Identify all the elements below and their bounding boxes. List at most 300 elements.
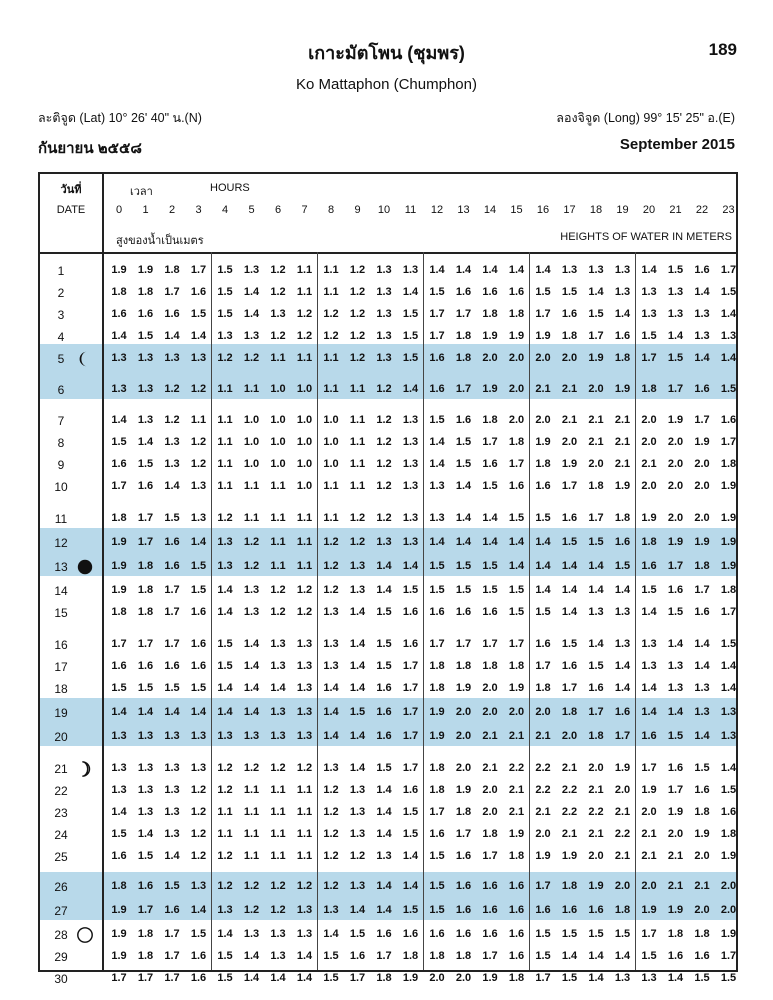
height-cell: 1.7 [482,436,498,448]
height-cell: 2.1 [561,762,578,774]
height-cell: 1.6 [164,308,180,320]
height-cell: 1.6 [376,682,392,694]
height-cell: 1.5 [190,584,207,596]
tide-table [38,172,738,986]
height-cell: 1.8 [588,730,604,742]
station-title-english: Ko Mattaphon (Chumphon) [296,76,477,93]
height-cell: 2.0 [694,512,710,524]
height-cell: 1.9 [111,264,127,276]
height-cell: 1.0 [323,414,339,426]
day-number: 8 [57,436,65,450]
height-cell: 1.9 [508,330,525,342]
height-cell: 1.6 [164,560,180,572]
height-cell: 1.1 [270,850,286,862]
height-cell: 1.2 [190,828,207,840]
height-cell: 2.0 [667,436,684,448]
height-cell: 2.0 [508,414,525,426]
height-cell: 1.4 [349,660,366,672]
day-number: 27 [54,904,68,918]
hour-header: 7 [301,204,308,216]
height-cell: 1.4 [720,660,737,672]
table-row [40,876,736,898]
height-cell: 1.1 [296,806,313,818]
height-cell: 1.4 [376,784,392,796]
height-cell: 1.4 [614,682,631,694]
height-cell: 1.1 [349,458,366,470]
height-cell: 1.5 [402,330,419,342]
height-cell: 1.8 [137,560,154,572]
height-cell: 1.7 [694,584,710,596]
height-cell: 2.0 [614,880,631,892]
height-cell: 1.0 [270,436,286,448]
date-header-english: DATE [56,204,86,216]
height-cell: 1.5 [137,330,154,342]
height-cell: 2.1 [667,880,684,892]
height-cell: 1.0 [270,414,286,426]
height-cell: 1.1 [190,414,207,426]
height-cell: 1.5 [482,480,498,492]
table-row [40,348,736,370]
height-cell: 1.5 [376,638,392,650]
height-cell: 1.3 [137,730,154,742]
height-cell: 1.3 [561,264,578,276]
height-cell: 1.4 [429,264,445,276]
height-cell: 1.6 [111,850,127,862]
height-cell: 1.1 [323,352,339,364]
height-cell: 1.4 [535,584,551,596]
height-cell: 1.5 [429,414,445,426]
height-cell: 1.4 [137,828,154,840]
height-cell: 1.5 [137,682,154,694]
height-cell: 1.9 [694,436,710,448]
height-cell: 1.1 [323,480,339,492]
height-cell: 1.0 [270,458,286,470]
height-cell: 1.2 [323,806,339,818]
height-cell: 1.4 [164,706,180,718]
height-cell: 1.5 [588,660,604,672]
hour-header: 0 [115,204,123,216]
height-cell: 1.2 [164,383,180,395]
height-cell: 1.4 [243,972,260,984]
height-cell: 1.4 [588,972,604,984]
height-cell: 1.6 [164,904,180,916]
height-cell: 1.9 [455,682,472,694]
height-cell: 1.6 [137,660,154,672]
table-row [40,304,736,326]
height-cell: 1.3 [641,972,657,984]
height-cell: 1.0 [296,414,313,426]
height-cell: 1.5 [588,536,604,548]
height-cell: 1.2 [270,904,286,916]
height-cell: 2.0 [535,706,551,718]
height-cell: 1.3 [720,330,737,342]
table-row [40,476,736,498]
height-cell: 1.6 [111,308,127,320]
height-cell: 1.7 [720,606,737,618]
height-cell: 1.4 [243,950,260,962]
height-cell: 1.6 [720,806,737,818]
height-cell: 1.3 [588,606,604,618]
height-cell: 1.1 [296,286,313,298]
height-cell: 1.4 [376,806,392,818]
height-cell: 1.5 [720,784,737,796]
height-cell: 1.1 [243,850,260,862]
hour-header: 13 [457,204,470,216]
height-cell: 2.0 [482,806,498,818]
day-number: 22 [54,784,68,798]
height-cell: 1.4 [111,706,127,718]
height-cell: 1.6 [402,928,419,940]
height-cell: 1.6 [720,414,737,426]
height-cell: 1.7 [641,928,657,940]
height-cell: 1.8 [588,480,604,492]
height-cell: 2.0 [482,352,498,364]
hour-header: 15 [510,204,523,216]
height-cell: 1.6 [455,904,472,916]
day-number: 1 [57,264,65,278]
height-cell: 1.6 [164,536,180,548]
table-row [40,824,736,846]
height-cell: 1.4 [217,682,233,694]
height-cell: 1.5 [588,928,604,940]
hour-header: 19 [616,204,629,216]
height-cell: 2.1 [641,828,657,840]
day-number: 13 [54,560,68,574]
height-cell: 2.1 [667,850,684,862]
height-cell: 1.3 [190,762,207,774]
day-number: 2 [57,286,65,300]
height-cell: 1.2 [243,880,260,892]
height-cell: 1.3 [243,606,260,618]
height-cell: 2.1 [588,436,604,448]
height-cell: 1.6 [561,308,578,320]
height-cell: 1.8 [482,828,498,840]
height-cell: 1.1 [323,512,339,524]
height-cell: 1.4 [694,638,710,650]
height-cell: 1.0 [296,436,313,448]
height-cell: 1.2 [349,512,366,524]
height-cell: 1.9 [614,762,631,774]
height-cell: 1.8 [111,880,127,892]
height-cell: 1.9 [535,436,551,448]
height-cell: 1.3 [641,286,657,298]
height-cell: 1.6 [667,762,684,774]
height-cell: 1.4 [402,286,419,298]
height-cell: 1.8 [455,806,472,818]
day-number: 10 [54,480,68,494]
height-cell: 1.6 [402,638,419,650]
height-cell: 1.8 [429,784,445,796]
height-cell: 1.6 [694,784,710,796]
height-cell: 1.5 [720,638,737,650]
height-cell: 1.7 [164,950,180,962]
height-cell: 1.4 [694,660,710,672]
height-cell: 1.2 [217,784,233,796]
height-cell: 1.4 [641,706,657,718]
height-cell: 1.3 [164,828,180,840]
height-cell: 1.6 [588,682,604,694]
height-cell: 1.6 [694,383,710,395]
height-cell: 1.4 [217,584,233,596]
hour-header: 16 [536,204,550,216]
height-cell: 1.4 [402,383,419,395]
height-cell: 1.8 [508,660,525,672]
height-cell: 1.4 [243,706,260,718]
height-cell: 1.9 [720,536,737,548]
table-row [40,780,736,802]
height-cell: 1.5 [429,286,445,298]
height-cell: 1.2 [217,352,233,364]
full-moon-icon [76,926,94,944]
height-cell: 1.8 [429,950,445,962]
height-cell: 1.5 [190,308,207,320]
height-cell: 2.0 [561,352,578,364]
height-cell: 1.9 [429,730,445,742]
height-cell: 1.3 [641,660,657,672]
height-cell: 1.5 [614,560,631,572]
height-cell: 1.9 [111,584,127,596]
height-cell: 1.3 [323,638,339,650]
height-cell: 1.0 [296,480,313,492]
height-cell: 2.0 [694,904,710,916]
height-cell: 1.7 [667,383,684,395]
height-cell: 2.0 [508,383,525,395]
height-cell: 1.4 [402,880,419,892]
height-cell: 1.6 [508,904,525,916]
height-cell: 1.4 [349,682,366,694]
height-cell: 2.0 [588,850,604,862]
height-cell: 1.7 [720,950,737,962]
height-cell: 1.4 [508,560,525,572]
height-cell: 1.2 [296,880,313,892]
height-cell: 1.3 [190,730,207,742]
height-cell: 1.5 [508,512,525,524]
time-header-thai: เวลา [130,186,153,198]
height-cell: 1.2 [164,414,180,426]
height-cell: 1.6 [455,850,472,862]
height-cell: 1.7 [455,828,472,840]
height-cell: 1.1 [349,383,366,395]
height-cell: 1.3 [402,512,419,524]
height-cell: 1.6 [455,606,472,618]
height-cell: 1.6 [694,606,710,618]
height-cell: 1.5 [402,352,419,364]
height-cell: 1.1 [323,383,339,395]
height-cell: 1.8 [455,330,472,342]
table-row [40,532,736,554]
height-cell: 1.8 [111,512,127,524]
height-cell: 2.0 [641,436,657,448]
height-cell: 2.1 [482,730,498,742]
height-cell: 1.4 [482,264,498,276]
height-cell: 1.2 [323,850,339,862]
height-cell: 1.2 [217,880,233,892]
height-cell: 1.3 [296,706,313,718]
height-cell: 1.8 [694,560,710,572]
height-cell: 1.1 [217,436,233,448]
height-cell: 1.4 [243,308,260,320]
height-cell: 1.5 [217,264,233,276]
height-cell: 1.3 [402,414,419,426]
height-cell: 2.0 [429,972,445,984]
height-cell: 1.7 [535,880,551,892]
height-cell: 1.7 [429,806,445,818]
height-cell: 1.4 [667,330,684,342]
height-cell: 1.4 [323,706,339,718]
height-cell: 2.0 [535,414,551,426]
height-cell: 1.3 [349,784,366,796]
height-cell: 2.1 [588,784,604,796]
height-cell: 1.2 [349,308,366,320]
height-cell: 1.2 [217,850,233,862]
height-cell: 1.8 [720,584,737,596]
height-cell: 1.5 [429,560,445,572]
height-cell: 1.5 [164,682,180,694]
height-cell: 1.2 [349,286,366,298]
height-cell: 1.1 [349,436,366,448]
height-cell: 1.4 [323,682,339,694]
height-cell: 1.3 [614,286,631,298]
height-cell: 1.8 [561,330,578,342]
height-cell: 1.3 [164,784,180,796]
height-cell: 1.5 [667,352,684,364]
last-quarter-moon-icon [76,350,94,368]
height-cell: 1.3 [402,458,419,470]
height-cell: 2.2 [561,784,578,796]
height-cell: 1.3 [243,330,260,342]
height-cell: 1.1 [296,512,313,524]
latitude-label: ละติจูด (Lat) 10° 26' 40" น.(N) [38,111,202,125]
height-cell: 1.3 [588,264,604,276]
height-cell: 1.6 [482,904,498,916]
height-cell: 1.2 [243,560,260,572]
height-cell: 1.5 [111,828,127,840]
height-cell: 1.3 [217,560,233,572]
height-cell: 1.7 [164,606,180,618]
table-row [40,924,736,946]
height-cell: 1.2 [270,880,286,892]
height-cell: 1.9 [694,828,710,840]
height-cell: 1.5 [641,330,657,342]
height-cell: 2.0 [667,458,684,470]
height-cell: 1.4 [694,286,710,298]
height-cell: 1.3 [270,706,286,718]
height-cell: 1.2 [190,383,207,395]
height-cell: 1.3 [667,286,684,298]
height-cell: 2.0 [667,828,684,840]
first-quarter-moon-icon [76,760,94,778]
height-cell: 2.2 [588,806,604,818]
height-cell: 1.0 [323,458,339,470]
height-cell: 1.9 [720,480,737,492]
height-cell: 1.1 [243,784,260,796]
height-cell: 1.4 [588,560,604,572]
height-cell: 1.3 [164,458,180,470]
height-cell: 1.8 [508,308,525,320]
height-cell: 1.5 [667,264,684,276]
height-cell: 1.4 [561,560,578,572]
table-row [40,432,736,454]
height-cell: 1.3 [323,904,339,916]
height-cell: 2.1 [614,414,631,426]
height-cell: 1.7 [667,560,684,572]
height-cell: 1.1 [270,512,286,524]
height-cell: 1.5 [429,880,445,892]
height-cell: 2.1 [561,828,578,840]
height-cell: 1.4 [455,480,472,492]
height-cell: 1.7 [402,706,419,718]
heights-label-thai: สูงของน้ำเป็นเมตร [116,235,204,247]
height-cell: 1.3 [190,352,207,364]
height-cell: 1.5 [455,458,472,470]
height-cell: 1.6 [190,638,207,650]
height-cell: 1.8 [535,682,551,694]
height-cell: 1.4 [694,730,710,742]
height-cell: 1.0 [296,458,313,470]
height-cell: 1.8 [694,928,710,940]
height-cell: 1.3 [376,352,392,364]
height-cell: 1.4 [667,972,684,984]
height-cell: 1.4 [137,706,154,718]
height-cell: 2.0 [455,972,472,984]
height-cell: 1.2 [323,584,339,596]
height-cell: 1.3 [323,762,339,774]
height-cell: 1.3 [349,880,366,892]
height-cell: 1.5 [349,706,366,718]
height-cell: 1.2 [190,850,207,862]
height-cell: 1.6 [482,286,498,298]
height-cell: 1.5 [720,972,737,984]
height-cell: 1.5 [190,560,207,572]
height-cell: 1.7 [588,706,604,718]
day-number: 21 [54,762,68,776]
height-cell: 2.1 [508,806,525,818]
height-cell: 1.1 [296,828,313,840]
height-cell: 1.1 [323,286,339,298]
height-cell: 1.3 [376,330,392,342]
height-cell: 1.2 [349,330,366,342]
height-cell: 1.1 [217,480,233,492]
day-number: 18 [54,682,68,696]
height-cell: 1.7 [164,928,180,940]
height-cell: 1.2 [243,536,260,548]
height-cell: 1.7 [137,972,154,984]
height-cell: 2.0 [561,730,578,742]
header-divider [40,252,736,254]
height-cell: 2.1 [588,828,604,840]
height-cell: 2.0 [641,414,657,426]
height-cell: 1.7 [349,972,366,984]
height-cell: 1.3 [296,928,313,940]
height-cell: 2.0 [667,512,684,524]
height-cell: 1.4 [376,880,392,892]
height-cell: 2.0 [482,682,498,694]
height-cell: 1.3 [243,730,260,742]
height-cell: 1.3 [111,762,127,774]
height-cell: 1.3 [667,660,684,672]
height-cell: 1.6 [376,730,392,742]
height-cell: 1.2 [190,458,207,470]
height-cell: 1.9 [694,536,710,548]
height-cell: 1.8 [455,660,472,672]
height-cell: 1.4 [614,660,631,672]
height-cell: 1.2 [376,480,392,492]
height-cell: 1.3 [217,330,233,342]
day-number: 20 [54,730,68,744]
height-cell: 1.4 [455,512,472,524]
height-cell: 1.9 [641,512,657,524]
height-cell: 1.8 [164,264,180,276]
